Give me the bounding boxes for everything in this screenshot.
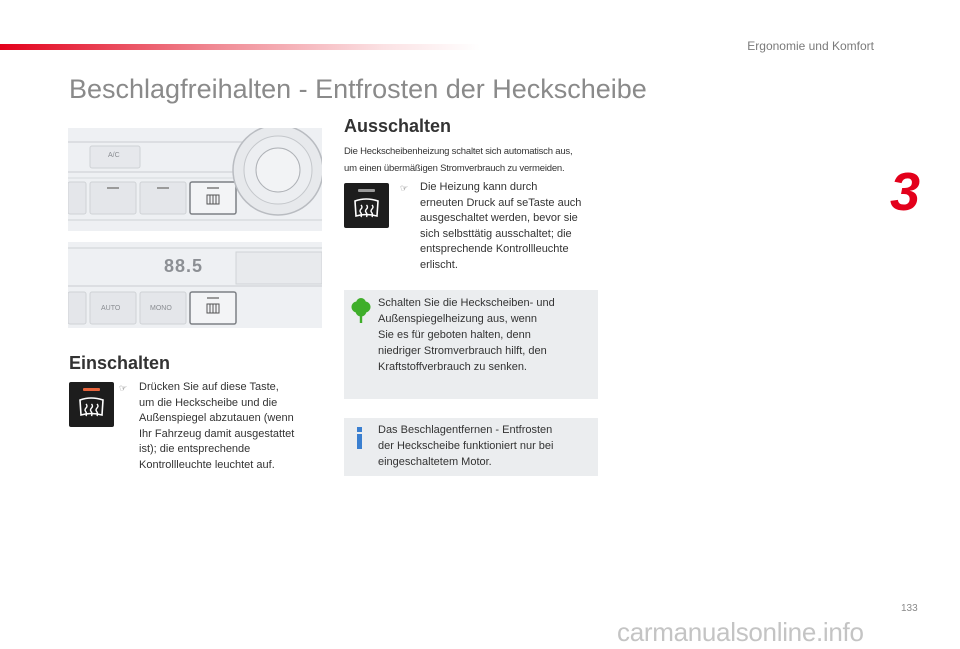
info-note — [344, 418, 598, 476]
eco-note-text — [378, 295, 555, 375]
chapter-number: 3 — [890, 162, 921, 222]
text-line: Die Heizung kann durch — [420, 181, 538, 193]
rear-window-heater-icon — [78, 397, 105, 419]
watermark: carmanualsonline.info — [617, 617, 864, 647]
page-title: Beschlagfreihalten - Entfrosten der Heckscheibe — [69, 74, 647, 104]
text-line: Drücken Sie auf diese Taste, — [139, 381, 279, 393]
mono-label: MONO — [150, 305, 172, 312]
text-line: entsprechende Kontrollleuchte — [420, 243, 569, 255]
text-line: erlischt. — [420, 258, 458, 271]
text-line: Außenspiegelheizung aus, wenn — [378, 313, 538, 325]
text-line: um die Heckscheibe und die — [139, 396, 278, 409]
rear-window-heater-icon — [353, 198, 380, 220]
climate-panel-drawing-top — [68, 128, 322, 231]
ausschalten-text — [420, 180, 605, 273]
text-line: niedriger Stromverbrauch hilft, den — [378, 345, 547, 357]
text-line: Kontrollleuchte leuchtet auf. — [139, 458, 275, 471]
indicator-led-on — [83, 388, 100, 391]
rear-defrost-button-on-icon — [69, 382, 114, 427]
header-accent-bar — [0, 44, 480, 50]
tree-icon — [351, 298, 371, 324]
climate-panel-drawing-bottom — [68, 242, 322, 328]
text-line: Ihr Fahrzeug damit ausgestattet — [139, 427, 295, 440]
ausschalten-intro — [344, 143, 604, 177]
ac-label: A/C — [108, 152, 120, 159]
auto-label: AUTO — [101, 305, 121, 312]
info-icon — [355, 427, 365, 449]
einschalten-heading: Einschalten — [69, 353, 171, 373]
eco-note — [344, 290, 598, 399]
climate-panel-image-bottom — [68, 242, 322, 328]
text-line: Sie es für geboten halten, denn — [378, 329, 531, 341]
text-line: Die Heckscheibenheizung schaltet sich automatisch aus, — [344, 146, 573, 157]
text-line: Kraftstoffverbrauch zu senken. — [378, 361, 527, 373]
text-line: Außenspiegel abzutauen (wenn — [139, 412, 294, 424]
text-line: eingeschaltetem Motor. — [378, 456, 492, 468]
page-number: 133 — [901, 603, 918, 614]
text-line: um einen übermäßigen Stromverbrauch zu vermeiden. — [344, 163, 565, 174]
einschalten-text — [139, 380, 319, 473]
climate-panel-image-top — [68, 128, 322, 231]
indicator-led-off — [358, 189, 375, 192]
text-line: der Heckscheibe funktioniert nur bei — [378, 440, 554, 452]
section-label: Ergonomie und Komfort — [747, 39, 874, 53]
bullet-marker: ☞ — [400, 183, 409, 193]
text-line: Schalten Sie die Heckscheiben- und — [378, 297, 555, 309]
bullet-marker: ☞ — [119, 383, 128, 393]
rear-defrost-button-off-icon — [344, 183, 389, 228]
text-line: ausgeschaltet werden, bevor sie — [420, 212, 578, 224]
text-line: ist); die entsprechende — [139, 443, 251, 455]
display-digits: 88.5 — [164, 256, 204, 276]
info-note-text — [378, 422, 553, 470]
ausschalten-heading: Ausschalten — [344, 116, 452, 136]
text-line: Das Beschlagentfernen - Entfrosten — [378, 424, 553, 436]
text-line: erneuten Druck auf seTaste auch — [420, 196, 582, 209]
text-line: sich selbsttätig ausschaltet; die — [420, 227, 572, 240]
